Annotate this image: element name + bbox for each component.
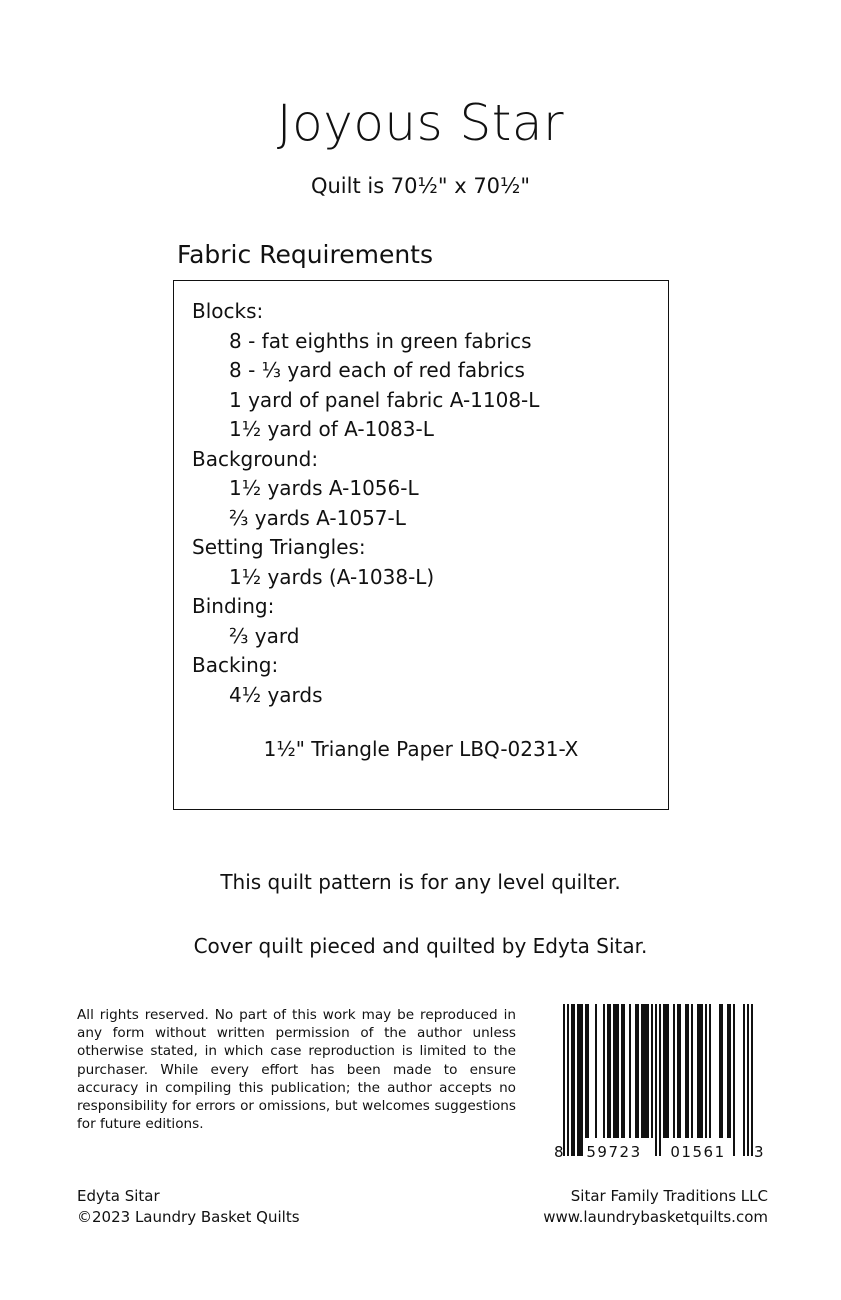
barcode-bar (677, 1004, 681, 1138)
barcode-bar (743, 1004, 745, 1156)
barcode-right-digits: 01561 (670, 1143, 726, 1161)
barcode-bar (641, 1004, 649, 1138)
barcode-bar (571, 1004, 575, 1156)
page-title: Joyous Star (276, 94, 565, 152)
website-link[interactable]: www.laundrybasketquilts.com (543, 1208, 768, 1226)
barcode-bar (577, 1004, 583, 1156)
barcode-check-digit: 3 (754, 1143, 764, 1161)
barcode-bar (607, 1004, 611, 1138)
group-label-binding: Binding: (192, 594, 275, 618)
barcode-bar (563, 1004, 565, 1156)
barcode-bar (663, 1004, 669, 1138)
barcode-bar (655, 1004, 657, 1156)
barcode-bar (733, 1004, 735, 1156)
group-label-blocks: Blocks: (192, 299, 264, 323)
list-item: 1½ yards (A-1038-L) (229, 564, 435, 589)
list-item: 8 - ⅓ yard each of red fabrics (229, 358, 525, 382)
barcode-bar (603, 1004, 605, 1138)
group-label-backing: Backing: (192, 653, 279, 677)
list-item: ⅔ yard (229, 623, 300, 648)
triangle-paper-note: 1½" Triangle Paper LBQ-0231-X (263, 737, 579, 761)
barcode-bar (697, 1004, 703, 1138)
group-label-setting-triangles: Setting Triangles: (192, 535, 366, 559)
footer-left (77, 1186, 300, 1228)
fabric-requirements-heading: Fabric Requirements (177, 240, 433, 269)
barcode-bar (567, 1004, 569, 1156)
barcode-bars (563, 1004, 753, 1156)
fabric-requirements-list (192, 297, 539, 710)
barcode-bar (747, 1004, 749, 1156)
company-name: Sitar Family Traditions LLC (570, 1187, 768, 1205)
barcode-bar (705, 1004, 707, 1138)
barcode-bar (751, 1004, 753, 1156)
barcode-bar (595, 1004, 597, 1138)
barcode-left-digits: 59723 (586, 1143, 642, 1161)
barcode-bar (635, 1004, 639, 1138)
list-item: 8 - fat eighths in green fabrics (229, 328, 532, 353)
rights-notice: All rights reserved. No part of this work may be reproduced in any form without written permission of the author unless otherwise stated, in which case reproduction is limited to the purchaser. While every effort has been made to ensure accuracy in compiling this publication; the author accepts no responsibility for errors or omissions, but welcomes suggestions for future editions. (77, 1007, 516, 1133)
barcode (548, 1004, 768, 1164)
barcode-bar (691, 1004, 693, 1138)
skill-level-text: This quilt pattern is for any level quilter. (220, 870, 621, 894)
group-label-background: Background: (192, 446, 319, 471)
barcode-first-digit: 8 (554, 1143, 564, 1161)
quilt-size: Quilt is 70½" x 70½" (310, 174, 531, 198)
barcode-bar (719, 1004, 723, 1138)
author-name: Edyta Sitar (77, 1187, 160, 1205)
cover-credit-text: Cover quilt pieced and quilted by Edyta Sitar. (193, 934, 648, 958)
barcode-bar (673, 1004, 675, 1138)
list-item: ⅔ yards A-1057-L (229, 505, 406, 530)
barcode-bar (685, 1004, 689, 1138)
barcode-bar (709, 1004, 711, 1138)
barcode-bar (585, 1004, 589, 1138)
barcode-bar (727, 1004, 731, 1138)
barcode-bar (659, 1004, 661, 1156)
copyright-text: ©2023 Laundry Basket Quilts (77, 1208, 300, 1226)
barcode-bar (629, 1004, 631, 1138)
list-item: 1 yard of panel fabric A-1108-L (229, 387, 540, 412)
barcode-bar (621, 1004, 625, 1138)
list-item: 1½ yard of A-1083-L (229, 417, 434, 441)
barcode-bar (613, 1004, 619, 1138)
fabric-requirements-box (173, 280, 669, 810)
list-item: 4½ yards (229, 682, 323, 707)
footer-right (543, 1186, 768, 1228)
barcode-bar (651, 1004, 653, 1138)
list-item: 1½ yards A-1056-L (229, 476, 419, 500)
